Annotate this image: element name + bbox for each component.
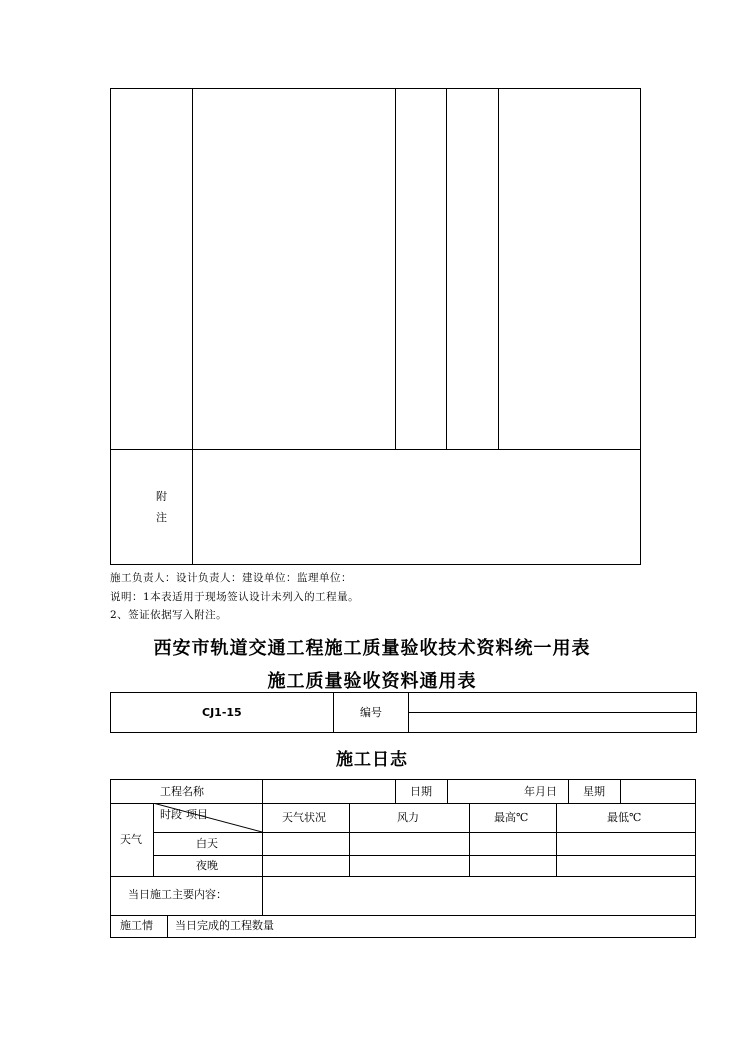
weather-label: 天气 bbox=[120, 833, 142, 846]
completed-label: 当日完成的工程数量 bbox=[175, 919, 274, 932]
form-title: 西安市轨道交通工程施工质量验收技术资料统一用表 bbox=[153, 638, 591, 659]
period-label: 时段 bbox=[160, 808, 182, 821]
row-night: 夜晚 bbox=[196, 859, 218, 872]
remarks-label-1: 附 bbox=[156, 490, 167, 503]
project-name-label: 工程名称 bbox=[160, 785, 204, 798]
form-subtitle: 施工质量验收资料通用表 bbox=[267, 671, 477, 692]
remarks-label-2: 注 bbox=[156, 511, 167, 524]
col-min-temp: 最低℃ bbox=[607, 811, 642, 824]
col-max-temp: 最高℃ bbox=[494, 811, 529, 824]
note-line-2: 2、签证依据写入附注。 bbox=[110, 609, 228, 621]
row-day: 白天 bbox=[196, 837, 218, 850]
date-value: 年月日 bbox=[524, 785, 557, 798]
date-label: 日期 bbox=[410, 785, 432, 798]
col-condition: 天气状况 bbox=[282, 811, 326, 824]
main-work-label: 当日施工主要内容： bbox=[128, 888, 227, 901]
col-wind: 风力 bbox=[397, 811, 419, 824]
form-code: CJ1-15 bbox=[202, 706, 242, 719]
number-label: 编号 bbox=[360, 706, 382, 719]
signature-line: 施工负责人：设计负责人：建设单位：监理单位： bbox=[110, 572, 352, 584]
log-title: 施工日志 bbox=[336, 750, 408, 770]
status-label: 施工情 bbox=[120, 919, 153, 932]
item-label: 项目 bbox=[186, 808, 208, 821]
note-line-1: 说明：1本表适用于现场签认设计未列入的工程量。 bbox=[110, 591, 360, 603]
weekday-label: 星期 bbox=[583, 785, 605, 798]
